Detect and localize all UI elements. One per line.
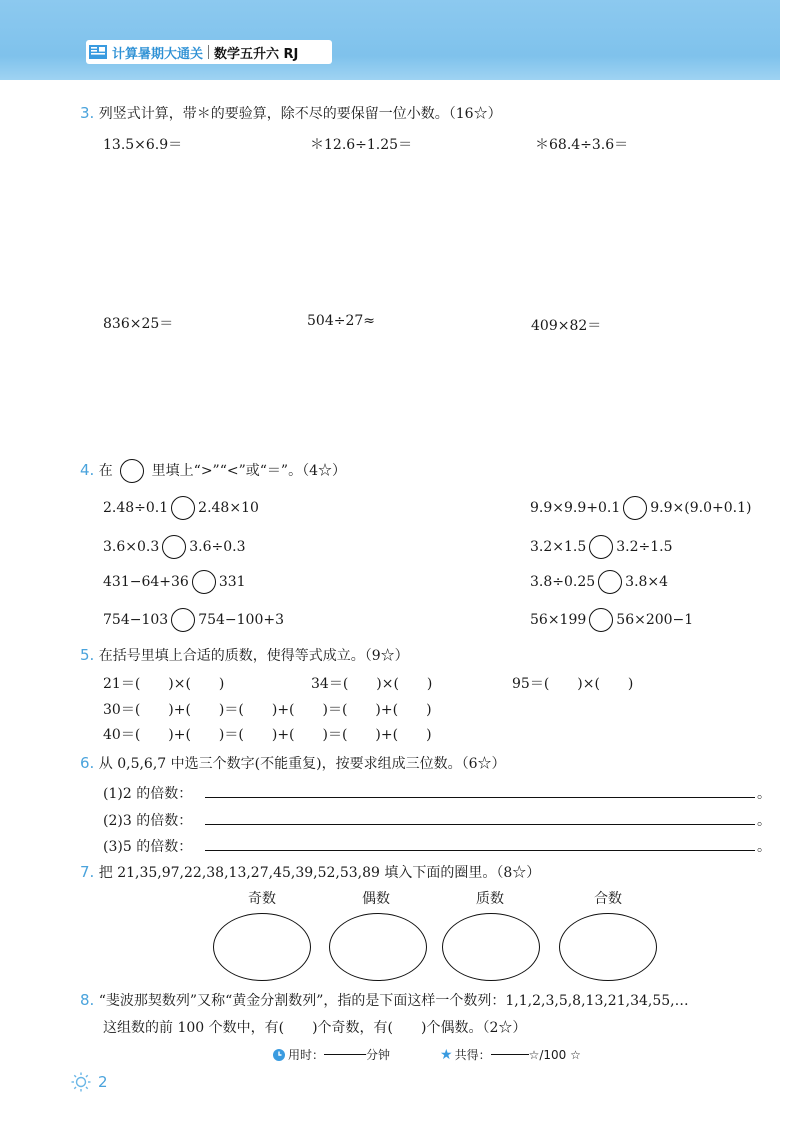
footer-stats <box>272 1046 581 1063</box>
q3-item: 409×82＝ <box>531 318 602 334</box>
time-label: 用时： <box>288 1048 325 1062</box>
q4-heading <box>80 458 346 483</box>
q3-prompt: 列竖式计算，带＊的要验算，除不尽的要保留一位小数。（16☆） <box>98 106 502 122</box>
q4-compare-row <box>530 570 668 594</box>
header-divider <box>208 45 209 59</box>
header-tab <box>86 40 332 64</box>
answer-circle[interactable] <box>598 570 622 594</box>
answer-circle[interactable] <box>171 496 195 520</box>
q3-item: 504÷27≈ <box>307 313 375 329</box>
q6-answer-line[interactable] <box>205 850 755 851</box>
q4-compare-row <box>530 608 693 632</box>
q4-left-expr: 431−64+36 <box>103 574 189 590</box>
q6-end-mark: 。 <box>757 839 771 855</box>
header-title: 计算暑期大通关 <box>112 46 204 62</box>
q5-equation[interactable]: 34＝( )×( ) <box>311 676 433 692</box>
odd-circle[interactable] <box>213 913 311 981</box>
answer-circle[interactable] <box>171 608 195 632</box>
q4-compare-row <box>103 570 246 594</box>
q4-left-expr: 9.9×9.9+0.1 <box>530 500 621 516</box>
clock-icon <box>272 1048 286 1062</box>
q4-right-expr: 3.2÷1.5 <box>616 539 673 555</box>
q8-text-1: “斐波那契数列”又称“黄金分割数列”，指的是下面这样一个数列：1,1,2,3,5,8,13,21,34,55,… <box>98 993 689 1009</box>
q4-right-expr: 3.8×4 <box>625 574 669 590</box>
q6-item-label: (2)3 的倍数： <box>103 813 193 829</box>
q4-left-expr: 3.8÷0.25 <box>530 574 596 590</box>
composite-label: 合数 <box>594 891 622 907</box>
q6-end-mark: 。 <box>757 786 771 802</box>
compare-circle-icon <box>120 459 144 483</box>
q5-equation[interactable]: 21＝( )×( ) <box>103 676 225 692</box>
book-icon <box>88 43 108 61</box>
q4-number: 4. <box>80 461 95 479</box>
q4-prompt-pre: 在 <box>98 463 113 479</box>
header-subtitle: 数学五升六 RJ <box>214 46 299 62</box>
q7-prompt: 把 21,35,97,22,38,13,27,45,39,52,53,89 填入下面的圈里。（8☆） <box>98 865 541 881</box>
q4-left-expr: 754−103 <box>103 612 169 628</box>
q4-prompt-post: 里填上“>”“<”或“＝”。（4☆） <box>151 463 346 479</box>
q4-compare-row <box>530 496 751 520</box>
score-label: 共得： <box>454 1048 491 1062</box>
q4-right-expr: 754−100+3 <box>198 612 284 628</box>
q3-number: 3. <box>80 104 95 122</box>
page-number: 2 <box>98 1073 108 1091</box>
composite-circle[interactable] <box>559 913 657 981</box>
q3-item: 836×25＝ <box>103 316 174 332</box>
answer-circle[interactable] <box>589 608 613 632</box>
q3-item: ＊68.4÷3.6＝ <box>535 137 629 153</box>
q4-left-expr: 3.6×0.3 <box>103 539 160 555</box>
q8-number: 8. <box>80 991 95 1009</box>
odd-label: 奇数 <box>248 891 276 907</box>
score-unit: ☆/100 ☆ <box>528 1047 581 1062</box>
q4-right-expr: 331 <box>218 574 246 590</box>
star-icon: ★ <box>440 1046 453 1063</box>
q6-answer-line[interactable] <box>205 824 755 825</box>
q5-equation[interactable]: 95＝( )×( ) <box>512 676 634 692</box>
q5-equation[interactable]: 30＝( )+( )＝( )+( )＝( )+( ) <box>103 702 432 718</box>
answer-circle[interactable] <box>623 496 647 520</box>
q4-left-expr: 2.48÷0.1 <box>103 500 169 516</box>
q5-prompt: 在括号里填上合适的质数，使得等式成立。（9☆） <box>98 648 409 664</box>
q3-item: ＊12.6÷1.25＝ <box>310 137 413 153</box>
prime-circle[interactable] <box>442 913 540 981</box>
q4-left-expr: 3.2×1.5 <box>530 539 587 555</box>
q4-right-expr: 56×200−1 <box>616 612 694 628</box>
score-blank[interactable] <box>491 1054 529 1055</box>
time-blank[interactable] <box>324 1054 366 1055</box>
q4-compare-row <box>530 535 673 559</box>
answer-circle[interactable] <box>192 570 216 594</box>
q4-compare-row <box>103 496 259 520</box>
sun-icon <box>70 1071 92 1093</box>
q6-heading <box>80 753 505 773</box>
answer-circle[interactable] <box>162 535 186 559</box>
page-footer <box>70 1071 108 1093</box>
even-circle[interactable] <box>329 913 427 981</box>
q7-heading <box>80 862 540 882</box>
q3-heading <box>80 103 502 123</box>
q5-heading <box>80 645 409 665</box>
q7-number: 7. <box>80 863 95 881</box>
q4-right-expr: 3.6÷0.3 <box>189 539 246 555</box>
q4-right-expr: 9.9×(9.0+0.1) <box>650 500 752 516</box>
answer-circle[interactable] <box>589 535 613 559</box>
q3-item: 13.5×6.9＝ <box>103 137 183 153</box>
q6-prompt: 从 0,5,6,7 中选三个数字(不能重复)，按要求组成三位数。（6☆） <box>98 756 506 772</box>
q6-item-label: (3)5 的倍数： <box>103 839 193 855</box>
q6-number: 6. <box>80 754 95 772</box>
q8-line2[interactable]: 这组数的前 100 个数中，有( )个奇数，有( )个偶数。（2☆） <box>103 1020 527 1036</box>
time-unit: 分钟 <box>366 1048 391 1062</box>
q6-answer-line[interactable] <box>205 797 755 798</box>
q4-compare-row <box>103 535 246 559</box>
q4-compare-row <box>103 608 284 632</box>
q4-left-expr: 56×199 <box>530 612 587 628</box>
even-label: 偶数 <box>362 891 390 907</box>
q5-equation[interactable]: 40＝( )+( )＝( )+( )＝( )+( ) <box>103 727 432 743</box>
q5-number: 5. <box>80 646 95 664</box>
q8-line1 <box>80 990 689 1010</box>
q6-end-mark: 。 <box>757 813 771 829</box>
prime-label: 质数 <box>476 891 504 907</box>
q4-right-expr: 2.48×10 <box>198 500 259 516</box>
q6-item-label: (1)2 的倍数： <box>103 786 193 802</box>
